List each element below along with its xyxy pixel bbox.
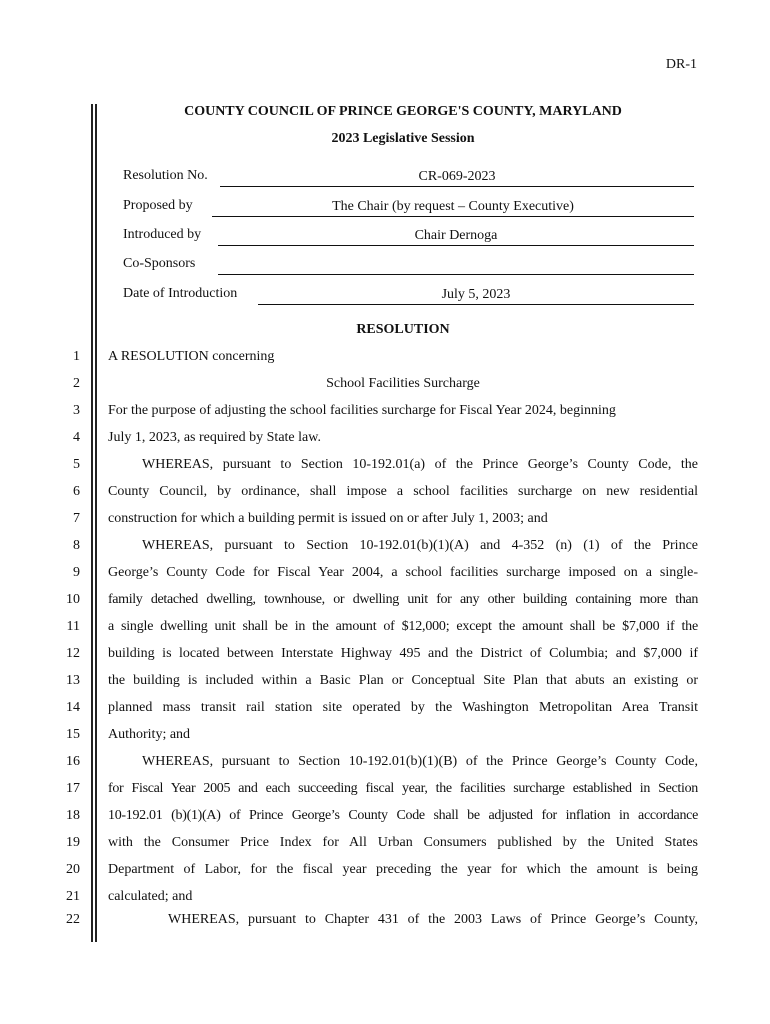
date-of-introduction-value: July 5, 2023: [258, 286, 694, 305]
resolution-title: RESOLUTION: [356, 322, 450, 337]
introduced-by-value: Chair Dernoga: [218, 227, 694, 246]
text-line: a single dwelling unit shall be in the amount of $12,000; except the amount shall be $7,000 if the: [108, 619, 698, 634]
line-number: 14: [66, 700, 80, 715]
text-line: family detached dwelling, townhouse, or dwelling unit for any other building containing more than: [108, 592, 698, 607]
line-number: 10: [66, 592, 80, 607]
page-id: DR-1: [665, 57, 697, 72]
line-number: 3: [73, 403, 80, 418]
text-line: Authority; and: [108, 727, 191, 742]
text-line: planned mass transit rail station site operated by the Washington Metropolitan Area Transit: [108, 700, 698, 715]
proposed-by-label: Proposed by: [123, 198, 193, 213]
text-line: building is located between Interstate Highway 495 and the District of Columbia; and $7,000 if: [108, 646, 698, 661]
resolution-no-value: CR-069-2023: [220, 168, 694, 187]
council-heading: COUNTY COUNCIL OF PRINCE GEORGE'S COUNTY, MARYLAND: [184, 104, 622, 119]
line-number: 13: [66, 673, 80, 688]
date-of-introduction-label: Date of Introduction: [123, 286, 238, 301]
text-line: with the Consumer Price Index for All Urban Consumers published by the United States: [108, 835, 698, 850]
line-number: 11: [66, 619, 80, 634]
text-line: George’s County Code for Fiscal Year 2004, a school facilities surcharge imposed on a single-: [108, 565, 698, 580]
line-number: 2: [73, 376, 80, 391]
line-number: 5: [73, 457, 80, 472]
text-line: WHEREAS, pursuant to Section 10-192.01(b)(1)(A) and 4-352 (n) (1) of the Prince: [142, 538, 698, 553]
text-line: the building is included within a Basic Plan or Conceptual Site Plan that abuts an existing or: [108, 673, 698, 688]
subject-line: School Facilities Surcharge: [326, 376, 480, 391]
line-number: 19: [66, 835, 80, 850]
line-number: 16: [66, 754, 80, 769]
line-number: 15: [66, 727, 80, 742]
text-line: July 1, 2023, as required by State law.: [108, 430, 321, 445]
line-number: 1: [73, 349, 80, 364]
line-number: 22: [66, 912, 80, 927]
line-number: 17: [66, 781, 80, 796]
text-line: WHEREAS, pursuant to Section 10-192.01(a) of the Prince George’s County Code, the: [142, 457, 698, 472]
proposed-by-value: The Chair (by request – County Executive): [212, 198, 694, 217]
text-line: calculated; and: [108, 889, 193, 904]
text-line: for Fiscal Year 2005 and each succeeding fiscal year, the facilities surcharge established in Section: [108, 781, 698, 796]
introduced-by-label: Introduced by: [123, 227, 202, 242]
text-line: WHEREAS, pursuant to Chapter 431 of the 2003 Laws of Prince George’s County,: [168, 912, 698, 927]
line-number: 12: [66, 646, 80, 661]
co-sponsors-label: Co-Sponsors: [123, 256, 196, 271]
left-margin-rule: [91, 104, 93, 942]
text-line: WHEREAS, pursuant to Section 10-192.01(b)(1)(B) of the Prince George’s County Code,: [142, 754, 698, 769]
text-line: Department of Labor, for the fiscal year preceding the year for which the amount is being: [108, 862, 698, 877]
text-line: A RESOLUTION concerning: [108, 349, 275, 364]
line-number: 7: [73, 511, 80, 526]
line-number: 6: [73, 484, 80, 499]
text-line: construction for which a building permit is issued on or after July 1, 2003; and: [108, 511, 548, 526]
co-sponsors-value: [218, 256, 694, 275]
text-line: County Council, by ordinance, shall impose a school facilities surcharge on new residential: [108, 484, 698, 499]
text-line: 10-192.01 (b)(1)(A) of Prince George’s County Code shall be adjusted for inflation in accordance: [108, 808, 698, 823]
line-number: 8: [73, 538, 80, 553]
line-number: 21: [66, 889, 80, 904]
left-margin-rule-inner: [95, 104, 97, 942]
resolution-no-label: Resolution No.: [123, 168, 208, 183]
text-line: For the purpose of adjusting the school facilities surcharge for Fiscal Year 2024, beginning: [108, 403, 616, 418]
line-number: 20: [66, 862, 80, 877]
line-number: 18: [66, 808, 80, 823]
session-heading: 2023 Legislative Session: [331, 131, 475, 146]
line-number: 9: [73, 565, 80, 580]
line-number: 4: [73, 430, 80, 445]
